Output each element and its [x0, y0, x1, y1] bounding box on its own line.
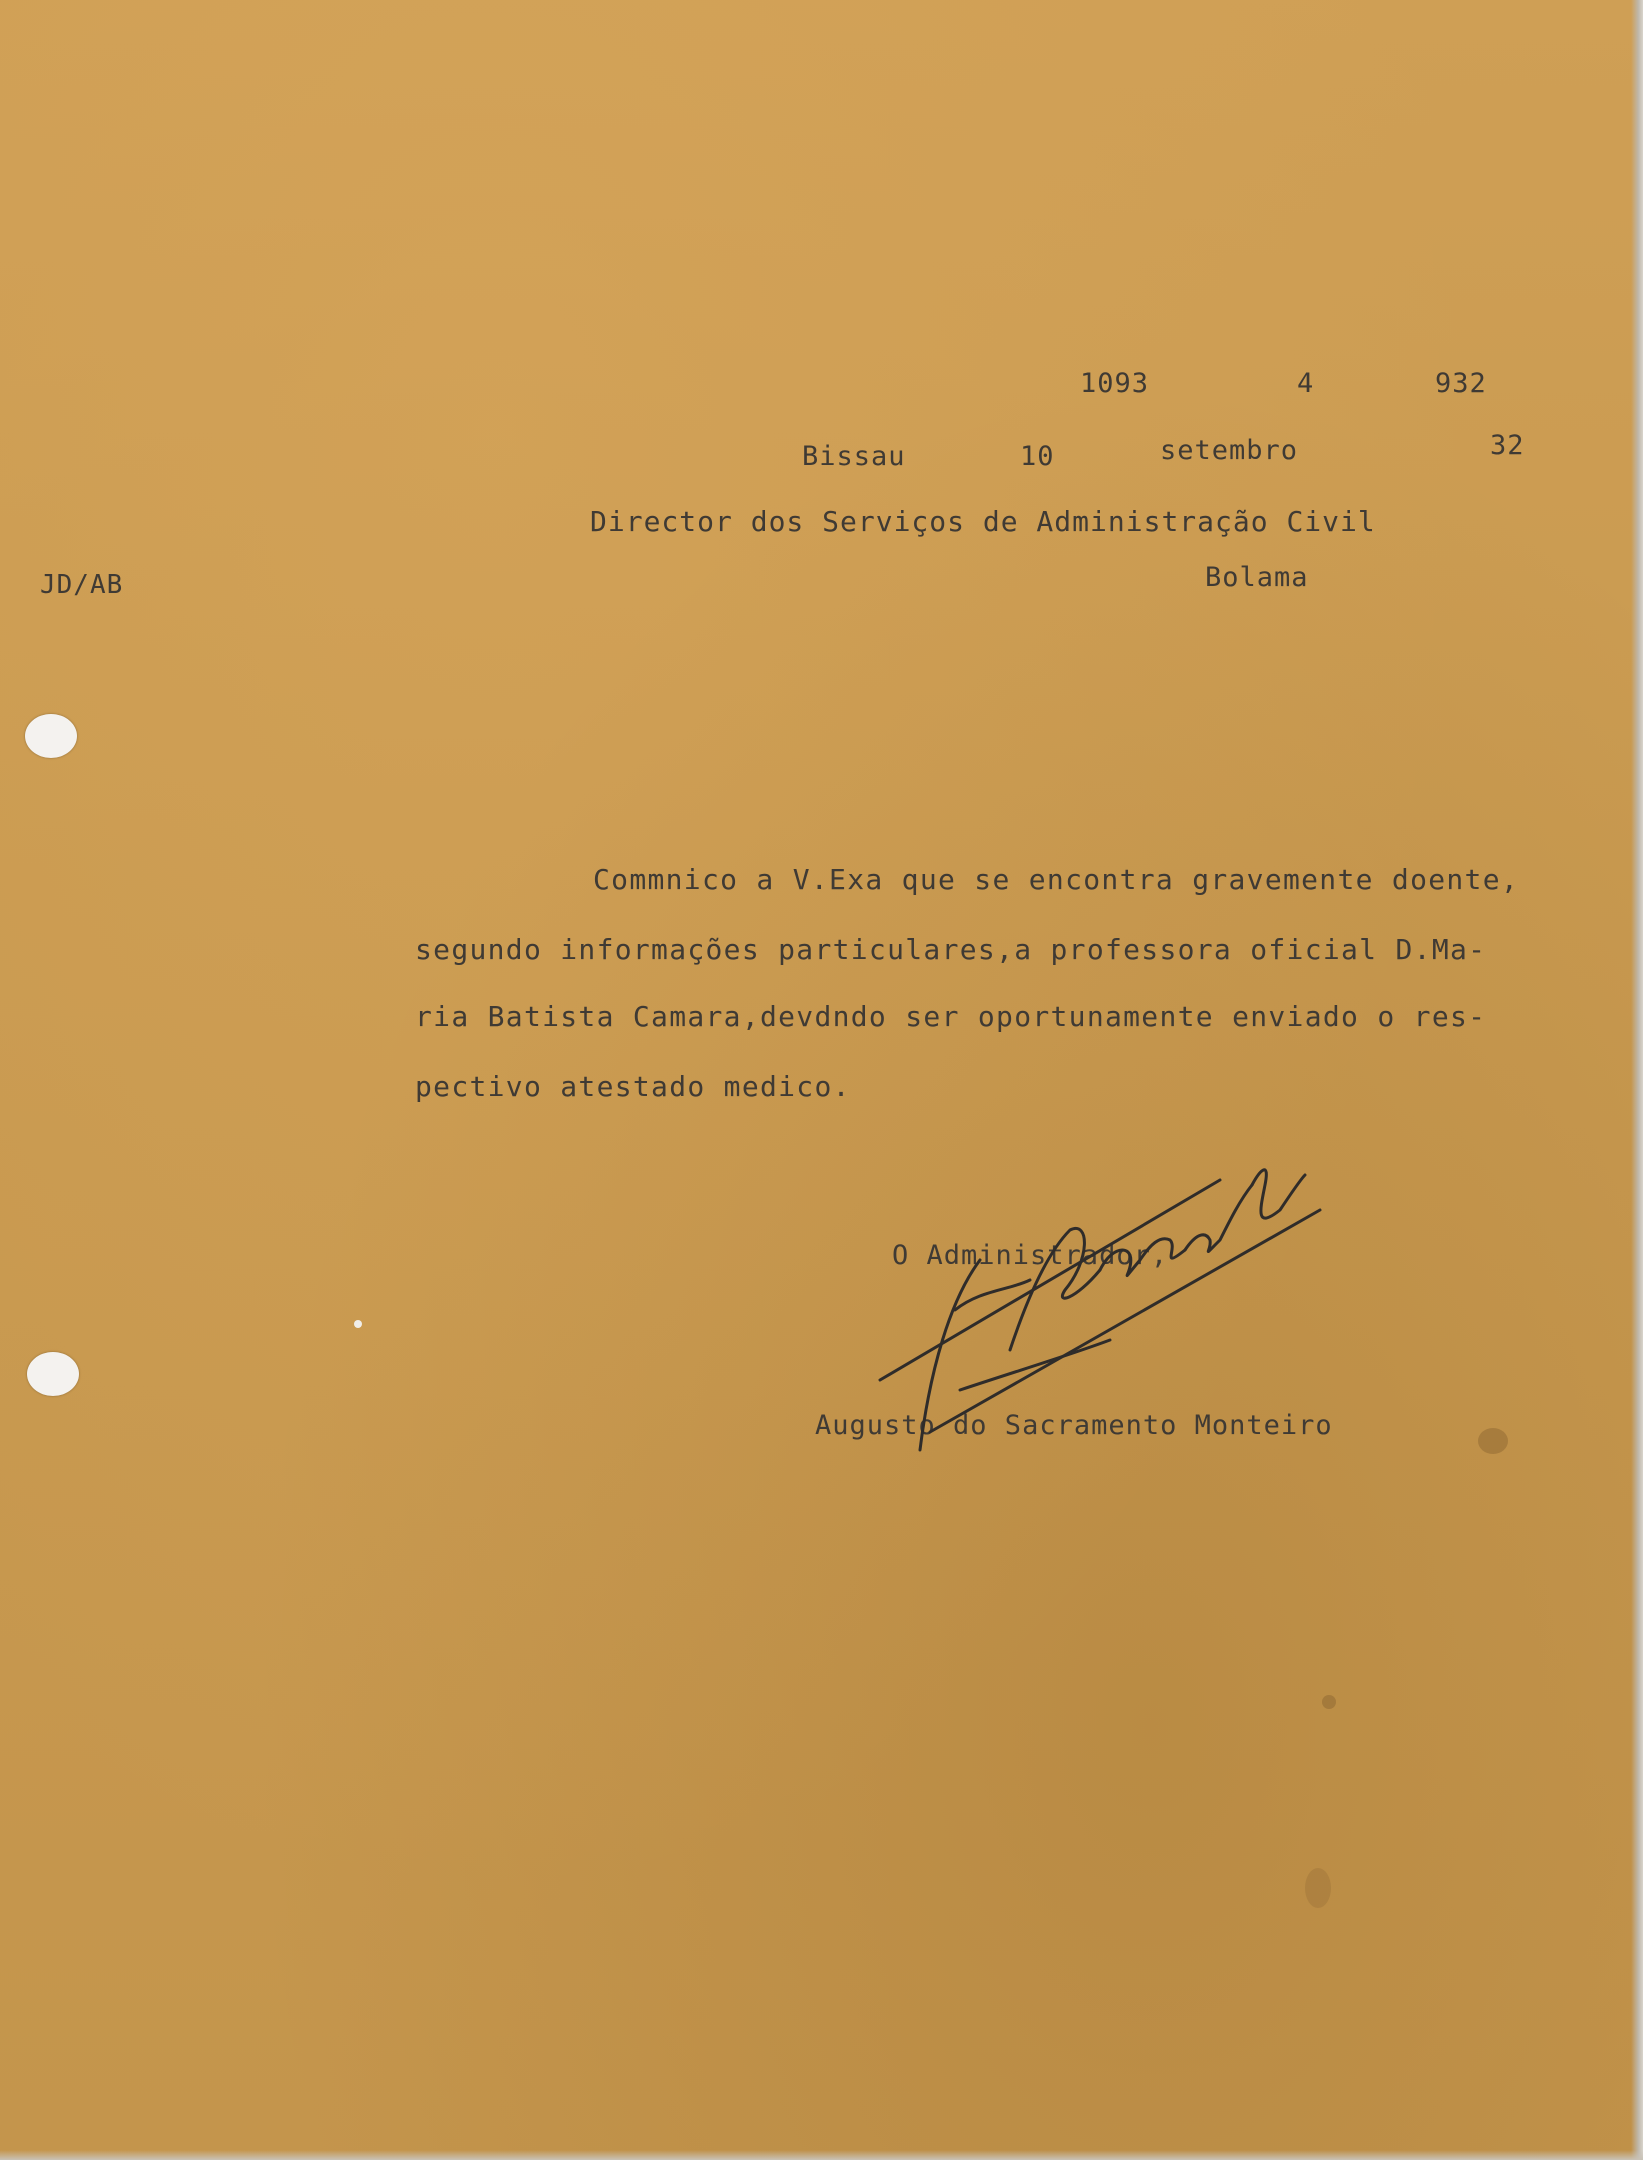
stain-spot: [1322, 1695, 1336, 1709]
paper-speck: [354, 1320, 362, 1328]
closing-role: O Administrador,: [892, 1240, 1169, 1271]
punch-hole-top: [25, 714, 77, 758]
date-month: setembro: [1160, 435, 1299, 466]
recipient-city: Bolama: [1205, 562, 1309, 593]
stain-spot: [1305, 1868, 1331, 1908]
date-day: 10: [1020, 441, 1055, 472]
stain-spot: [1478, 1428, 1508, 1454]
body-line-4: pectivo atestado medico.: [415, 1070, 851, 1103]
recipient-title: Director dos Serviços de Administração Civil: [590, 505, 1376, 538]
reference-series: 4: [1297, 368, 1315, 399]
date-year: 32: [1490, 430, 1525, 461]
reference-number: 1093: [1080, 368, 1150, 399]
body-line-1: Commnico a V.Exa que se encontra gravemente doente,: [593, 863, 1520, 896]
place-name: Bissau: [802, 441, 906, 472]
body-line-3: ria Batista Camara,devdndo ser oportunamente enviado o res-: [415, 1000, 1487, 1033]
page-bottom-edge: [0, 2150, 1643, 2160]
body-line-2: segundo informações particulares,a professora oficial D.Ma-: [415, 933, 1487, 966]
punch-hole-bottom: [27, 1352, 79, 1396]
reference-year: 932: [1435, 368, 1487, 399]
page-right-edge: [1631, 0, 1643, 2160]
initials: JD/AB: [40, 570, 124, 600]
signatory-name: Augusto do Sacramento Monteiro: [815, 1410, 1333, 1441]
handwritten-signature: [860, 1140, 1340, 1480]
